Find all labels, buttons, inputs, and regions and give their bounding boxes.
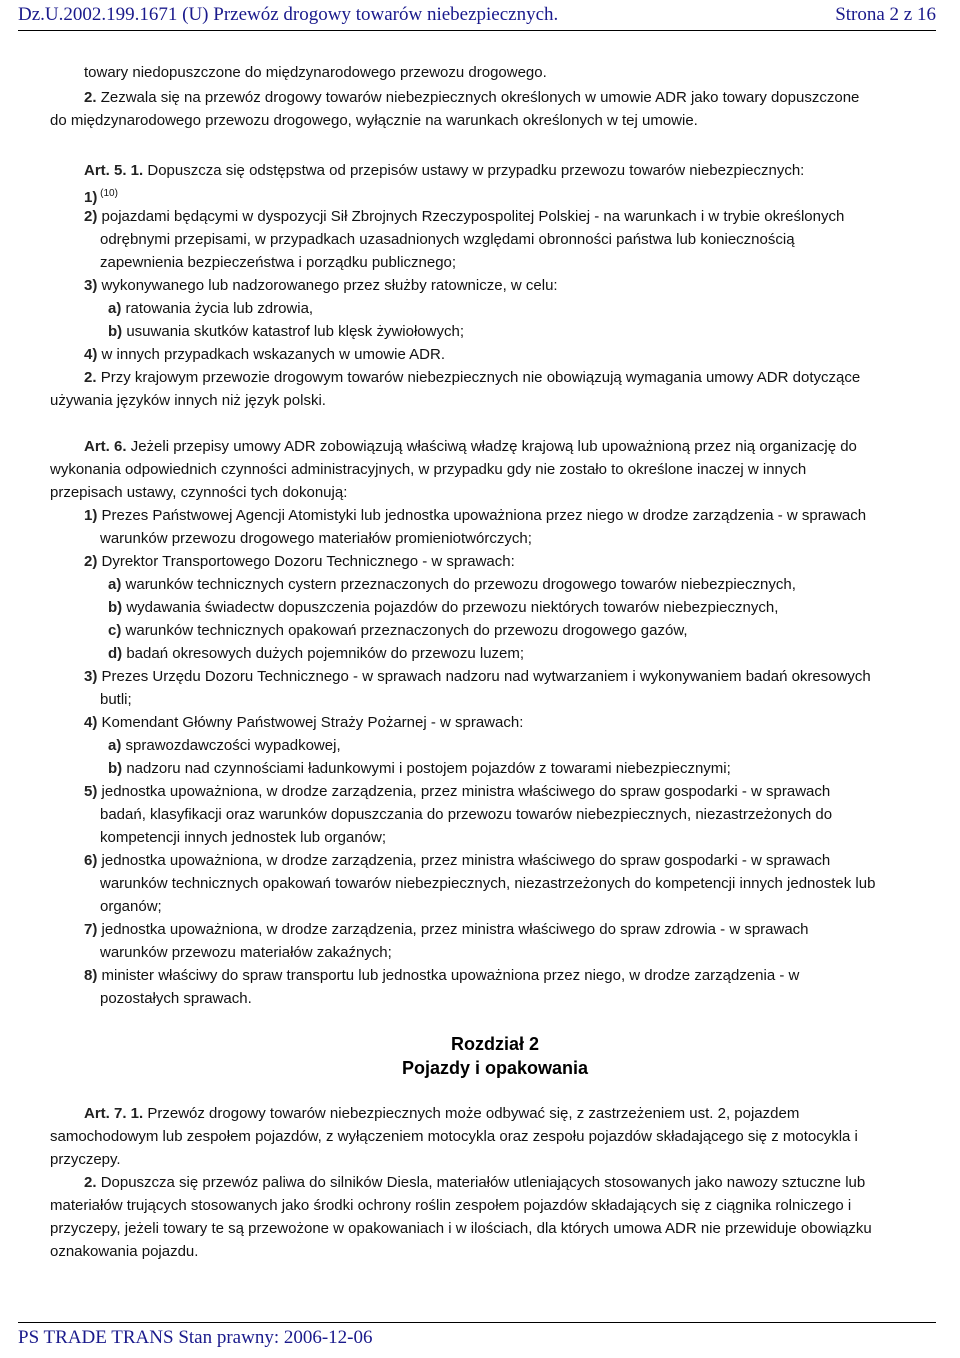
- line-text: przyczepy, jeżeli towary te są przewożone w opakowaniach i w ilościach, dla których umowa ADR nie przewiduje obowiązku: [50, 1220, 872, 1237]
- item-number: 7): [84, 921, 98, 938]
- text-line: [84, 63, 547, 83]
- text-line: [108, 759, 731, 779]
- item-number: 3): [84, 277, 98, 294]
- item-number: 3): [84, 668, 98, 685]
- line-text: badań okresowych dużych pojemników do przewozu luzem;: [126, 645, 525, 662]
- text-line: [100, 253, 456, 273]
- text-line: [50, 1242, 198, 1262]
- text-line: [108, 322, 464, 342]
- text-line: [84, 1104, 799, 1124]
- line-text: minister właściwy do spraw transportu lub jednostka upoważniona przez niego, w drodze zarządzenia - w: [101, 967, 800, 984]
- line-text: wykonania odpowiednich czynności administracyjnych, w przypadku gdy nie zostało to określone inaczej w innych: [50, 461, 807, 478]
- line-text: pozostałych sprawach.: [100, 990, 252, 1007]
- text-line: [100, 690, 132, 710]
- text-line: [108, 644, 524, 664]
- text-line: [100, 874, 875, 894]
- item-number: a): [108, 737, 122, 754]
- line-text: Prezes Urzędu Dozoru Technicznego - w sprawach nadzoru nad wytwarzaniem i wykonywaniem badań okresowych: [101, 668, 871, 685]
- text-line: [50, 1196, 851, 1216]
- item-number: 4): [84, 714, 98, 731]
- line-text: warunków przewozu materiałów zakaźnych;: [100, 944, 392, 961]
- text-line: [84, 506, 866, 526]
- line-text: jednostka upoważniona, w drodze zarządzenia, przez ministra właściwego do spraw gospodarki - w sprawach: [101, 783, 831, 800]
- line-text: nadzoru nad czynnościami ładunkowymi i postojem pojazdów z towarami niebezpiecznymi;: [126, 760, 731, 777]
- line-text: Prezes Państwowej Agencji Atomistyki lub jednostka upoważniona przez niego w drodze zarządzenia - w sprawach: [101, 507, 867, 524]
- line-text: warunków technicznych cystern przeznaczonych do przewozu drogowego towarów niebezpiecznych,: [125, 576, 796, 593]
- text-line: [100, 828, 386, 848]
- item-number: a): [108, 576, 122, 593]
- text-line: [50, 111, 698, 131]
- line-text: wydawania świadectw dopuszczenia pojazdów do przewozu niektórych towarów niebezpiecznych,: [126, 599, 779, 616]
- line-text: materiałów trujących stosowanych jako środki ochrony roślin zespołem pojazdów składających się z ciągnika rolniczego i: [50, 1197, 852, 1214]
- line-text: Komendant Główny Państwowej Straży Pożarnej - w sprawach:: [101, 714, 524, 731]
- item-number: 2.: [84, 369, 97, 386]
- text-line: [108, 621, 688, 641]
- chapter-title: Pojazdy i opakowania: [401, 1058, 589, 1078]
- line-text: kompetencji innych jednostek lub organów;: [100, 829, 387, 846]
- text-line: [84, 920, 809, 940]
- text-line: [50, 1219, 872, 1239]
- text-line: [84, 88, 859, 108]
- document-title: Dz.U.2002.199.1671 (U) Przewóz drogowy towarów niebezpiecznych.: [18, 4, 559, 25]
- item-number: 5): [84, 783, 98, 800]
- text-line: [84, 782, 830, 802]
- line-text: jednostka upoważniona, w drodze zarządzenia, przez ministra właściwego do spraw gospodarki - w sprawach: [101, 852, 831, 869]
- line-text: do międzynarodowego przewozu drogowego, wyłącznie na warunkach określonych w tej umowie.: [50, 112, 698, 129]
- line-text: Jeżeli przepisy umowy ADR zobowiązują właściwą władzę krajową lub upoważnioną przez nią organizację do: [130, 438, 857, 455]
- line-text: warunków technicznych opakowań towarów niebezpiecznych, niezastrzeżonych do kompetencji innych jednostek lub: [100, 875, 876, 892]
- item-number: Art. 5. 1.: [84, 162, 144, 179]
- text-line: [100, 989, 252, 1009]
- line-text: jednostka upoważniona, w drodze zarządzenia, przez ministra właściwego do spraw zdrowia - w sprawach: [101, 921, 809, 938]
- line-text: warunków technicznych opakowań przeznaczonych do przewozu drogowego gazów,: [125, 622, 688, 639]
- item-number: 8): [84, 967, 98, 984]
- text-line: [50, 483, 347, 503]
- line-text: organów;: [100, 898, 162, 915]
- item-number: d): [108, 645, 123, 662]
- item-number: a): [108, 300, 122, 317]
- item-number: b): [108, 599, 123, 616]
- text-line: [108, 736, 341, 756]
- text-line: [50, 391, 326, 411]
- item-number: 1): [84, 507, 98, 524]
- text-line: [108, 299, 313, 319]
- text-line: [84, 184, 118, 208]
- text-line: [100, 897, 162, 917]
- text-line: [84, 713, 523, 733]
- text-line: [84, 966, 799, 986]
- text-line: [84, 851, 830, 871]
- line-text: sprawozdawczości wypadkowej,: [125, 737, 341, 754]
- text-line: [84, 161, 804, 181]
- page-header: [18, 2, 936, 31]
- text-line: [50, 1127, 858, 1147]
- text-line: [84, 368, 860, 388]
- item-number: Art. 7. 1.: [84, 1105, 144, 1122]
- item-number: c): [108, 622, 122, 639]
- text-line: [100, 943, 392, 963]
- line-text: usuwania skutków katastrof lub klęsk żywiołowych;: [126, 323, 464, 340]
- item-number: 2.: [84, 1174, 97, 1191]
- text-line: [100, 529, 532, 549]
- footnote-reference: (10): [97, 188, 118, 199]
- line-text: oznakowania pojazdu.: [50, 1243, 199, 1260]
- line-text: samochodowym lub zespołem pojazdów, z wyłączeniem motocykla oraz zespołu pojazdów składającego się z motocykla i: [50, 1128, 858, 1145]
- line-text: ratowania życia lub zdrowia,: [125, 300, 314, 317]
- line-text: towary niedopuszczone do międzynarodowego przewozu drogowego.: [84, 64, 547, 81]
- text-line: [50, 1150, 121, 1170]
- line-text: w innych przypadkach wskazanych w umowie ADR.: [101, 346, 445, 363]
- item-number: b): [108, 323, 123, 340]
- text-line: [84, 667, 871, 687]
- line-text: przepisach ustawy, czynności tych dokonują:: [50, 484, 348, 501]
- item-number: 4): [84, 346, 98, 363]
- line-text: butli;: [100, 691, 132, 708]
- text-line: [84, 1173, 865, 1193]
- item-number: b): [108, 760, 123, 777]
- page-footer: PS TRADE TRANS Stan prawny: 2006-12-06: [18, 1322, 936, 1357]
- text-line: [100, 230, 795, 250]
- line-text: odrębnymi przepisami, w przypadkach uzasadnionych względami obronności państwa lub koniecznością: [100, 231, 795, 248]
- text-line: [84, 207, 844, 227]
- line-text: używania języków innych niż język polski.: [50, 392, 326, 409]
- item-number: Art. 6.: [84, 438, 127, 455]
- item-number: 2): [84, 553, 98, 570]
- item-number: 1): [84, 189, 98, 206]
- line-text: pojazdami będącymi w dyspozycji Sił Zbrojnych Rzeczypospolitej Polskiej - na warunkach i w trybie określonych: [101, 208, 845, 225]
- line-text: Przewóz drogowy towarów niebezpiecznych może odbywać się, z zastrzeżeniem ust. 2, pojazdem: [147, 1105, 800, 1122]
- line-text: badań, klasyfikacji oraz warunków dopuszczania do przewozu towarów niebezpiecznych, niezastrzeżonych do: [100, 806, 833, 823]
- line-text: przyczepy.: [50, 1151, 121, 1168]
- text-line: [84, 345, 445, 365]
- text-line: [84, 552, 515, 572]
- line-text: Dyrektor Transportowego Dozoru Technicznego - w sprawach:: [101, 553, 515, 570]
- chapter-heading: Rozdział 2: [450, 1034, 539, 1054]
- text-line: [84, 276, 558, 296]
- line-text: Dopuszcza się odstępstwa od przepisów ustawy w przypadku przewozu towarów niebezpiecznych:: [147, 162, 805, 179]
- text-line: [50, 460, 806, 480]
- line-text: Przy krajowym przewozie drogowym towarów niebezpiecznych nie obowiązują wymagania umowy ADR dotyczące: [100, 369, 861, 386]
- line-text: zapewnienia bezpieczeństwa i porządku publicznego;: [100, 254, 457, 271]
- item-number: 2.: [84, 89, 97, 106]
- text-line: [84, 437, 857, 457]
- item-number: 2): [84, 208, 98, 225]
- line-text: wykonywanego lub nadzorowanego przez służby ratownicze, w celu:: [101, 277, 558, 294]
- item-number: 6): [84, 852, 98, 869]
- line-text: warunków przewozu drogowego materiałów promieniotwórczych;: [100, 530, 532, 547]
- text-line: [108, 575, 796, 595]
- text-line: [108, 598, 778, 618]
- line-text: Dopuszcza się przewóz paliwa do silników Diesla, materiałów utleniających stosowanych jako nawozy sztuczne lub: [100, 1174, 866, 1191]
- line-text: Zezwala się na przewóz drogowy towarów niebezpiecznych określonych w umowie ADR jako towary dopuszczone: [100, 89, 860, 106]
- page-number: Strona 2 z 16: [835, 4, 936, 25]
- text-line: [100, 805, 832, 825]
